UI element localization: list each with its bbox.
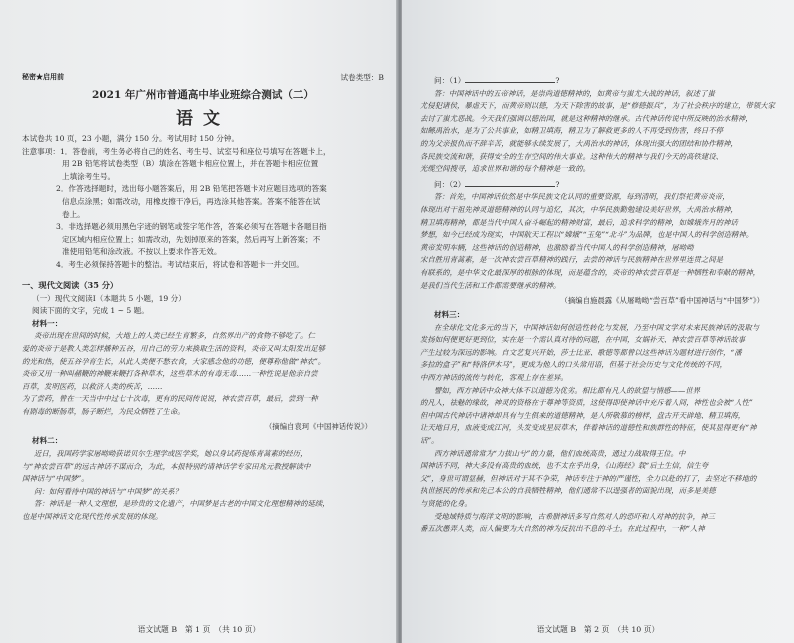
- m1-line: 的光和热，使五谷孕育生长，从此人类便不愁衣食，大家感念他的功德，便尊称他做“神农”。: [22, 356, 326, 366]
- a2-line: 黄帝发明车辆，这些神话的创造精神，也激励着当代中国人的科学创造精神，屠呦呦: [420, 242, 694, 252]
- m3-p2-line: 的凡人，祛魅的缘故，神灵的资格在于尊神等资质，这使得即使神话中充斥着人间，神性也会被“人性”: [420, 398, 753, 408]
- subject-title: 语文: [176, 109, 230, 129]
- a2-line: 宋自胜用青蒿素，是一次神农尝百草精神的践行，去尝的神话与民族精神在世界里连贯之间是: [420, 255, 724, 265]
- m3-p3-line: 父”，身世可谓显赫，但神话对于其不争荣，神话专注于神的严谨性，全力以赴的打了，去坚定不移地的: [420, 473, 757, 483]
- question-2: [420, 178, 776, 192]
- a1-line: 答：中国神话中的五帝神话，是崇尚道德精神的，如黄帝与蚩尤大战的神话，叙述了蚩: [434, 88, 715, 98]
- answer-blank-1: [465, 74, 555, 83]
- m3-line: 多拉的盒子”和“特洛伊木马”，更成为他人的口头常用语，但基于社会历史与文化传统的不同，: [420, 360, 727, 370]
- intro-text: 本试卷共 10 页，23 小题，满分 150 分。考试用时 150 分钟。: [22, 134, 240, 143]
- a2-line: 有联系的，是中华文化最深厚的根脉的体现，而是蕴含的，炎帝的神农尝百草是一种牺牲和奉献的精神，: [420, 267, 760, 277]
- m3-line: 产生过较为深远的影响。自文艺复兴开始，莎士比亚、歌德等都曾以这些神话为题材进行创作，“潘: [420, 347, 742, 357]
- secret-mark: 秘密★启用前: [22, 72, 64, 81]
- a1-line: 各民族交流和谐，获得安全的生存空间的伟大事业。这种伟大的精神与我们今天的高铁建设、: [420, 151, 724, 161]
- m3-p3-line: 西方神话通常常为“力拔山兮”的力量，他们血统高贵，通过力战取得王位。中: [434, 448, 686, 458]
- m3-p2-line: 话”。: [420, 436, 439, 446]
- notice-2b: 信息点涂黑；如需改动，用橡皮擦干净后，再选涂其他答案。答案不能答在试: [62, 196, 321, 206]
- m3-p2-line: 譬如，西方神话中众神大体不以道德为优劣。相比都有凡人的欲望与情感——世界: [434, 385, 701, 395]
- a2-line: 体现出对干祖先神灵道德精神的认同与追忆，其次，中华民族勤勉建设美好世界，大禹治水精神，: [420, 204, 738, 214]
- material-2-source: （摘编自施晨露《从屠呦呦“尝百草”看中国神话与“中国梦”》）: [560, 296, 764, 306]
- m1-line: 有剧毒的断肠草，肠子断烂，为民众牺牲了生命。: [22, 406, 185, 416]
- m3-line: 在全球化文化多元的当下，中国神话如何创造性转化与发展，乃至中国文学对未来民族神话的汲取与: [434, 322, 760, 332]
- a2-line: 梦想，如今已经成为现实，中国航天工程以“嫦娥”“玉兔”“北斗”为品牌，也是中国人的科学创造精神。: [420, 230, 754, 240]
- material-2-label: 材料二：: [32, 436, 63, 446]
- a1-line: 如鲧禹治水，是为了公共事业，如精卫填海，精卫为了解救更多的人不再受到伤害，终日不停: [420, 126, 724, 136]
- material-1-label: 材料一：: [32, 318, 63, 328]
- notice-1b: 用 2B 铅笔将试卷类型（B）填涂在答题卡相应位置上，并在答题卡相应位置: [62, 159, 319, 169]
- page-footer-right: 语文试题 B 第 2 页 （共 10 页）: [536, 625, 660, 634]
- notice-2c: 卷上。: [62, 209, 85, 219]
- m3-p4-line: 番五次愚弄人类，而人偏要为大自然的神为反抗出不息的斗士。在此过程中，一种“人神: [420, 524, 705, 534]
- m2-question: 问：如何看待中国的神话与“中国梦”的关系？: [34, 486, 182, 496]
- notice-1: 注意事项：1．答卷前，考生务必将自己的姓名、考生号、试室号和座位号填写在答题卡上，: [22, 146, 331, 156]
- notice-3b: 定区域内相应位置上；如需改动，先划掉原来的答案，然后再写上新答案；不: [62, 234, 321, 244]
- section-heading: 一、现代文阅读（35 分）: [22, 279, 119, 290]
- a1-line: 尤侵犯诸侯，暴虐天下，而黄帝则以德，为天下除害的故事，是“修德振兵”，为了社会秩序的建立，带领大家: [420, 101, 775, 111]
- reading-instruction: 阅读下面的文字，完成 1 ~ 5 题。: [32, 306, 149, 316]
- question-1: [420, 74, 776, 88]
- m3-p3-line: 执世拯民的传承和先己本公的自我牺牲精神，他们通常不以逞强者的面貌出现，而多是美德: [420, 486, 716, 496]
- notice-2: 2．作答选择题时，选出每小题答案后，用 2B 铅笔把答题卡对应题目选项的答案: [56, 184, 327, 194]
- m2-answer-2: 也是中国神话文化现代性传承发展的体现。: [22, 512, 163, 522]
- right-page: [402, 0, 794, 643]
- m3-p3-line: 国神话不同，神大多没有高贵的血统，也不太在乎出身，《山海经》载“后土生信，信生夸: [420, 461, 709, 471]
- notice-3c: 准使用铅笔和涂改液。不按以上要求作答无效。: [62, 247, 222, 257]
- m1-line: 为了尝药，曾在一天当中中过七十次毒，更有的民间传说说，神农尝百草，最后，尝到一种: [22, 394, 318, 404]
- m1-line: 炎帝又用一种叫赭鞭的神鞭来鞭打各种草木，这些草木的有毒无毒……一种性说是他亲自尝: [22, 369, 318, 379]
- paper-type: 试卷类型：B: [340, 73, 384, 82]
- question-2-label: 问：（2）: [434, 179, 466, 189]
- a2-line: 答：首先，中国神话依然是中华民族文化认同的重要资源，每到清明，我们祭祀黄帝炎帝，: [434, 192, 730, 202]
- a2-line: 是我们当代生活和工作都需要继承的精神。: [420, 280, 561, 290]
- a1-line: 的为父亲报仇而不辞辛苦，就能够永续发展了，大禹治水的神话，体现出强大的团结和协作精神，: [420, 138, 738, 148]
- m3-p3-line: 与贤能的化身。: [420, 499, 472, 508]
- m3-line: 发扬如何便更好更到位，实在是一个需认真对待的问题，在中国，女娲补天、神农尝百草等神话故事: [420, 335, 746, 345]
- a2-line: 精卫填海精神，都是当代中国人奋斗崛起的精神财富，最后，追求科学的精神，如嫦娥奔月的神话: [420, 217, 738, 227]
- m3-p2-line: 让天地日月，血液变成江河，头发变成星辰草木，伴着神话的道德性和族群性的特征，使其显得更有“神: [420, 423, 757, 433]
- question-2-end: ?: [555, 179, 560, 189]
- m3-p2-line: 但中国古代神话中诸神却具有与生俱来的道德精神，是人所敬慕的榜样，盘古开天辟地、精卫填海，: [420, 410, 746, 420]
- question-1-label: 问：（1）: [434, 76, 466, 85]
- material-3-label: 材料三：: [434, 310, 465, 320]
- m3-line: 中西方神话的流传与转化，客观上存在差异。: [420, 373, 568, 383]
- page-footer-left: 语文试题 B 第 1 页 （共 10 页）: [137, 625, 261, 634]
- m1-line: 爱的炎帝于是教人类怎样播种五谷，用自己的劳力来换取生活的资料，炎帝又叫太阳发出足够: [22, 343, 326, 353]
- notice-4: 4．考生必须保持答题卡的整洁。考试结束后，将试卷和答题卡一并交回。: [56, 259, 304, 269]
- header-row: [22, 72, 384, 83]
- material-1-source: （摘编自袁珂《中国神话传说》）: [264, 422, 372, 432]
- a1-line: 去讨了蚩尤恶战。今天我们强调以德治国，就是这种精神的继承。古代神话传说中所反映的治水精神，: [420, 113, 753, 123]
- m2-line: 国神话与“中国梦”。: [22, 474, 89, 484]
- m2-answer-1: 答：神话是一种人文理想，是珍贵的文化遗产，中国梦是古老的中国文化理想精神的延续，: [34, 499, 330, 509]
- notice-1c: 上填涂考生号。: [62, 171, 116, 181]
- answer-blank-2: [465, 178, 555, 187]
- exam-title: 2021 年广州市普通高中毕业班综合测试（二）: [92, 89, 314, 101]
- m2-line: 近日，我国药学家屠呦呦获诺贝尔生理学或医学奖，她以身试药提炼青蒿素的经历，: [34, 449, 308, 459]
- subsection-heading: （一）现代文阅读Ⅰ（本题共 5 小题，19 分）: [32, 293, 186, 303]
- m3-p4-line: 受地域特质与海洋文明的影响，古希腊神话多写自然对人的恐吓和人对神的抗争，神三: [434, 511, 715, 521]
- m1-line: 百草，发明医药，以救济人类的疾苦，……: [22, 381, 163, 391]
- m1-line: 炎帝出现在世间的时候，大地上的人类已经生育繁多，自然界出产的食物不够吃了。仁: [34, 331, 315, 341]
- a1-line: 光缆空间搜寻，追求世界和谐的每个精神是一致的。: [420, 164, 590, 174]
- question-1-end: ?: [555, 76, 560, 85]
- notice-3: 3．非选择题必须用黑色字迹的钢笔或签字笔作答，答案必须写在答题卡各题目指: [56, 222, 327, 232]
- m2-line: 与“神农尝百草”的远古神话不谋而合，为此，本报特别约请神话学专家田兆元教授解读中: [22, 461, 311, 471]
